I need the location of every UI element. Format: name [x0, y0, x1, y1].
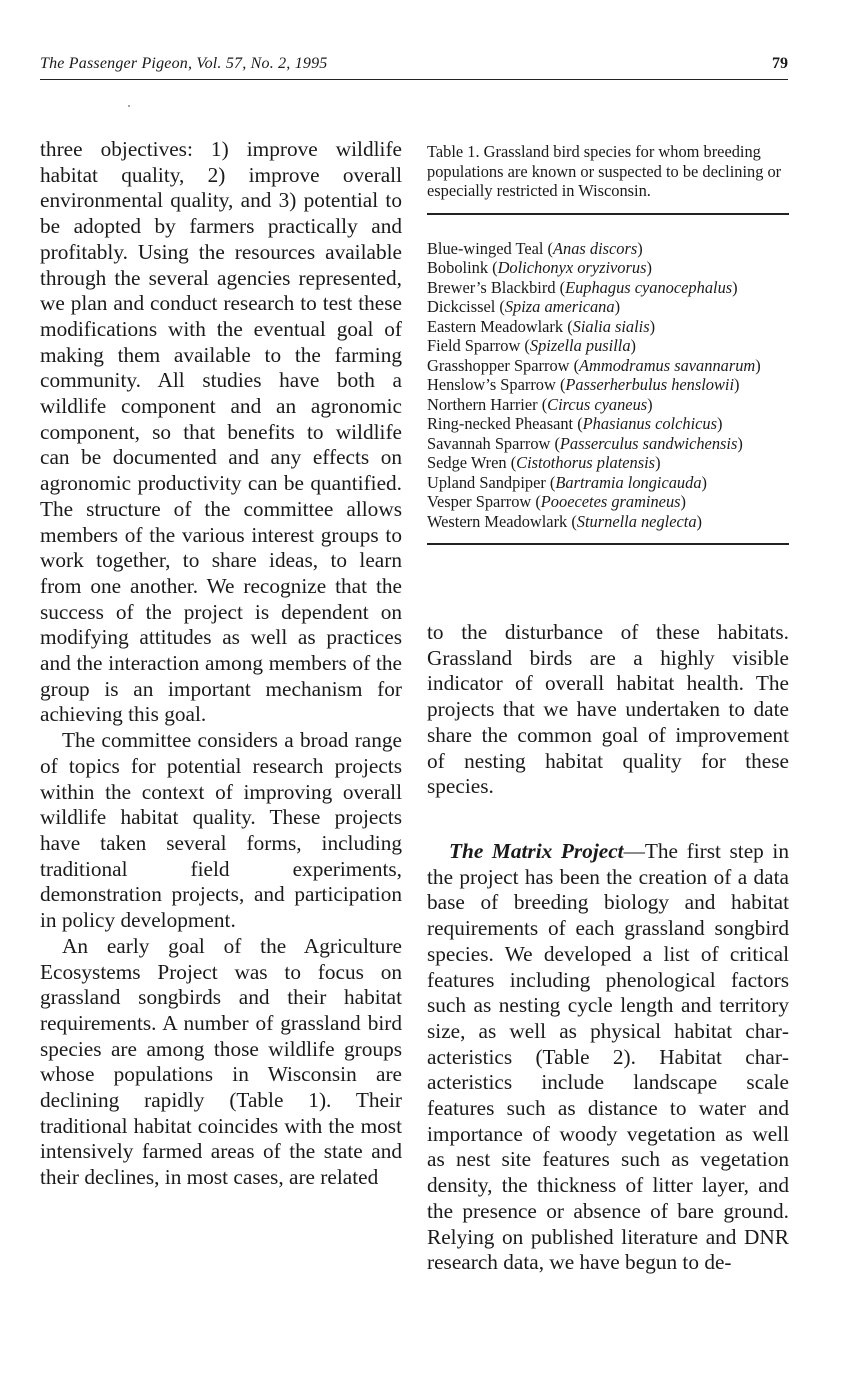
species-scientific-name: Circus cyaneus	[547, 394, 648, 414]
species-row: Sedge Wren (Cistothorus platensis)	[427, 453, 661, 472]
species-common-name: Blue-winged Teal	[427, 238, 544, 258]
species-common-name: Eastern Meadowlark	[427, 316, 564, 336]
species-scientific-name: Dolichonyx oryzivorus	[497, 258, 647, 277]
paragraph-early-goal: An early goal of the Agriculture Ecosystems Project was to focus on grassland songbirds and their habitat requirements. A number of grassland bird species are among those wildlife groups whose populations in Wisconsin are declining rapidly (Table 1). Their traditional habitat coincides with the most intensively farmed areas of the state and their declines, in most cases, are related	[40, 933, 402, 1190]
species-scientific-name: Sialia sialis	[572, 316, 650, 336]
species-common-name: Sedge Wren	[427, 453, 507, 472]
table-bottom-rule	[427, 543, 789, 545]
paragraph-disturbance: to the disturbance of these habitats. Grassland birds are a highly visible indicator of overall habitat health. The projects that we have undertaken to date share the common goal of improvement of nesting habitat quality for these species.	[427, 620, 789, 799]
species-common-name: Northern Harrier	[427, 394, 538, 414]
species-row: Ring-necked Pheasant (Phasianus colchicus)	[427, 414, 723, 433]
section-heading-matrix-project: The Matrix Project	[449, 839, 624, 863]
species-row: Western Meadowlark (Sturnella neglecta)	[427, 511, 702, 531]
species-row: Henslow’s Sparrow (Passerherbulus henslowii)	[427, 375, 740, 394]
species-common-name: Dickcissel	[427, 297, 496, 316]
species-scientific-name: Pooecetes gramineus	[540, 492, 681, 511]
paragraph-committee-topics: The committee considers a broad range of topics for potential research projects within the context of improving overall wildlife habitat quality. These projects have taken several forms, including traditional field experiments, demonstration projects, and participation in policy development.	[40, 728, 402, 933]
species-common-name: Western Meadowlark	[427, 511, 568, 531]
species-common-name: Grasshopper Sparrow	[427, 355, 570, 375]
species-row: Grasshopper Sparrow (Ammodramus savannarum)	[427, 355, 761, 375]
paragraph-objectives: three objectives: 1) improve wildlife habitat quality, 2) improve overall environmental quality, and 3) potential to be adopted by farmers practically and profitably. Using the resources available through the several agencies represented, we plan and conduct research to test these modifications with the eventual goal of making them available to the farming community. All studies have both a wildlife component and an agronomic component, so that benefits to wildlife can be documented and any effects on agronomic productivity can be quantified. The structure of the committee allows members of the various interest groups to work together, to share ideas, to learn from one another. We recognize that the success of the project is dependent on modifying attitudes as well as practices and the interaction among members of the group is an important mechanism for achieving this goal.	[40, 137, 402, 727]
species-row: Vesper Sparrow (Pooecetes gramineus)	[427, 492, 687, 511]
species-common-name: Henslow’s Sparrow	[427, 375, 556, 394]
paragraph-matrix-project	[427, 839, 789, 1276]
right-column-lower	[427, 839, 789, 1276]
table-1	[427, 142, 789, 545]
species-common-name: Field Sparrow	[427, 336, 521, 355]
species-row: Eastern Meadowlark (Sialia sialis)	[427, 316, 656, 336]
species-common-name: Savannah Sparrow	[427, 433, 551, 453]
species-scientific-name: Spizella pusilla	[529, 336, 631, 355]
species-row: Northern Harrier (Circus cyaneus)	[427, 394, 653, 414]
table-caption: Table 1. Grassland bird species for whom breeding populations are known or suspected to be declining or especially restricted in Wisconsin.	[427, 142, 782, 200]
species-scientific-name: Spiza americana	[504, 297, 615, 316]
species-row: Bobolink (Dolichonyx oryzivorus)	[427, 258, 652, 277]
species-row: Dickcissel (Spiza americana)	[427, 297, 621, 316]
species-list	[427, 239, 789, 532]
species-scientific-name: Ammodramus savannarum	[579, 355, 756, 375]
species-common-name: Vesper Sparrow	[427, 492, 532, 511]
species-common-name: Bobolink	[427, 258, 489, 277]
species-row: Field Sparrow (Spizella pusilla)	[427, 336, 636, 355]
journal-title: The Passenger Pigeon, Vol. 57, No. 2, 1995	[40, 55, 328, 72]
left-column	[40, 137, 402, 1191]
right-column-upper	[427, 620, 789, 800]
print-speck	[128, 105, 130, 107]
species-scientific-name: Anas discors	[553, 238, 638, 258]
species-row: Savannah Sparrow (Passerculus sandwichensis)	[427, 433, 743, 453]
page-number: 79	[772, 55, 788, 72]
running-head	[40, 55, 788, 80]
species-scientific-name: Passerculus sandwichensis	[559, 433, 738, 453]
species-common-name: Upland Sandpiper	[427, 472, 546, 492]
species-scientific-name: Cistothorus platensis	[516, 453, 656, 472]
species-row: Brewer’s Blackbird (Euphagus cyanocephalus)	[427, 277, 738, 297]
species-row: Upland Sandpiper (Bartramia longicauda)	[427, 472, 707, 492]
species-scientific-name: Sturnella neglecta	[576, 511, 697, 531]
species-scientific-name: Phasianus colchicus	[582, 414, 717, 433]
species-row: Blue-winged Teal (Anas discors)	[427, 238, 643, 258]
matrix-project-body: —The first step in the project has been the creation of a data base of breeding biology and habitat requirements of each grassland songbird species. We developed a list of critical features including phenological factors such as nesting cycle length and territory size, as well as physical habitat characteristics (Table 2). Habitat characteristics include landscape scale features such as distance to water and importance of woody vegetation as well as nest site features such as vegetation density, the thickness of litter layer, and the presence or absence of bare ground. Relying on published literature and DNR research data, we have begun to de-	[427, 839, 789, 1275]
species-common-name: Ring-necked Pheasant	[427, 414, 574, 433]
species-common-name: Brewer’s Blackbird	[427, 277, 556, 297]
species-scientific-name: Euphagus cyanocephalus	[565, 277, 733, 297]
species-scientific-name: Bartramia longicauda	[555, 472, 702, 492]
table-top-rule	[427, 213, 789, 215]
species-scientific-name: Passerherbulus henslowii	[565, 375, 735, 394]
